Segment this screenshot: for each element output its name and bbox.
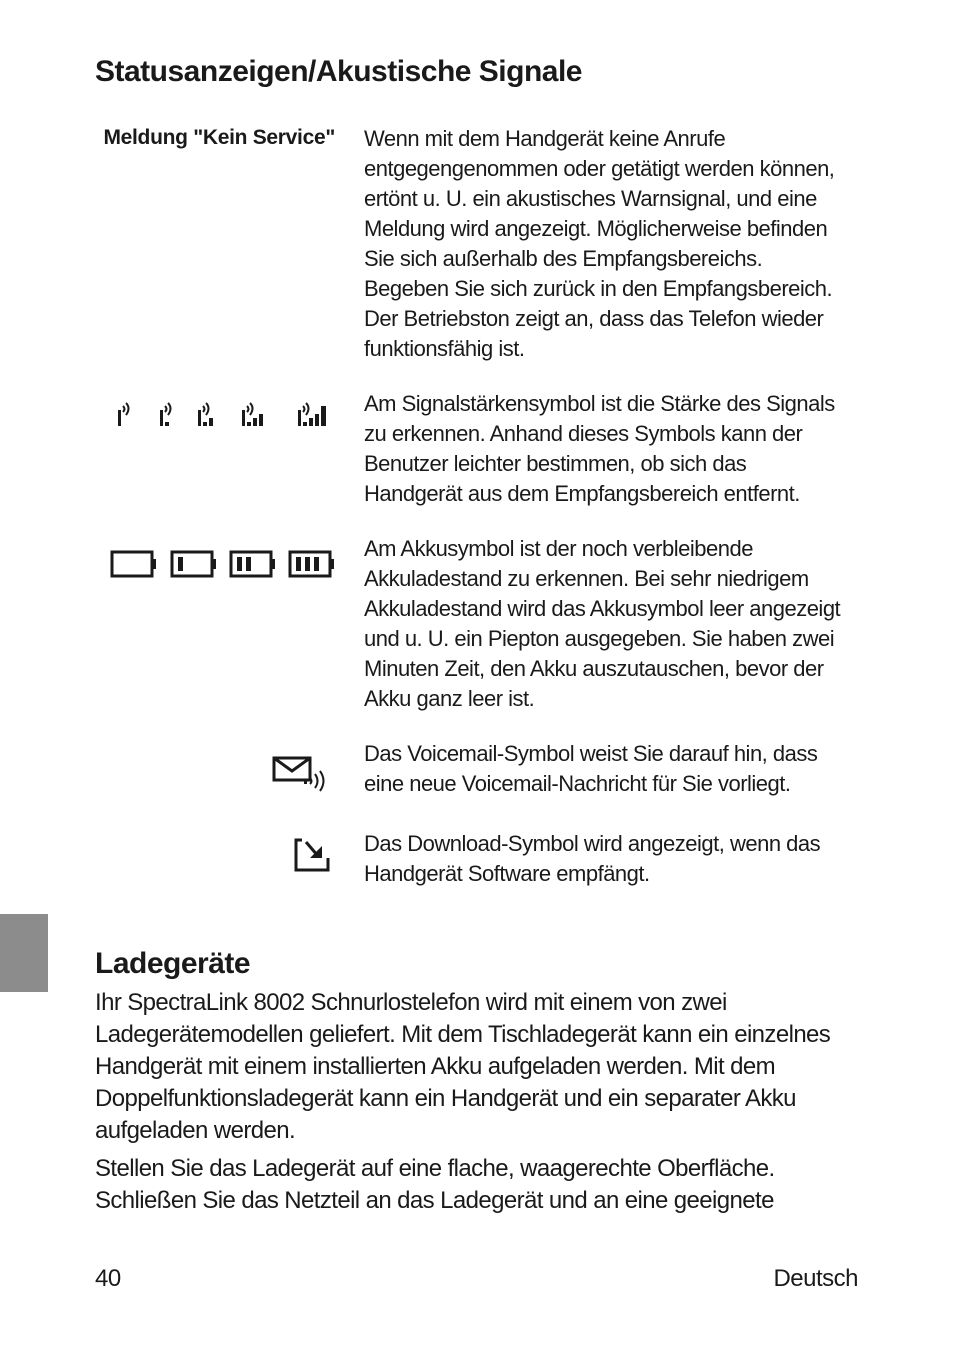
signal-strength-4-icon [298, 403, 326, 426]
download-description: Das Download-Symbol wird angezeigt, wenn das Handgerät Software empfängt. [364, 831, 821, 886]
signal-strength-3-icon [242, 403, 263, 426]
battery-description: Am Akkusymbol ist der noch verbleibende Akkuladestand zu erkennen. Bei sehr niedrigem Akkuladestand wird das Akkusymbol leer angezeigt und u. U. ein Piepton ausgegeben. Sie haben zwei Minuten Zeit, den Akku auszutauschen, bevor der Akku ganz leer ist. [364, 536, 841, 711]
section-tab-marker [0, 914, 48, 992]
signal-strength-1-icon [160, 403, 171, 426]
voicemail-description: Das Voicemail-Symbol weist Sie darauf hin, dass eine neue Voicemail-Nachricht für Sie vorliegt. [364, 741, 818, 796]
footer-language: Deutsch [773, 1265, 858, 1292]
no-service-label: Meldung "Kein Service" [103, 126, 335, 149]
signal-strength-description: Am Signalstärkensymbol ist die Stärke des Signals zu erkennen. Anhand dieses Symbols kann der Benutzer leichter bestimmen, ob sich das Handgerät aus dem Empfangsbereich entfernt. [364, 391, 835, 506]
battery-empty-icon [112, 552, 156, 576]
paragraph-chargers-intro: Ihr SpectraLink 8002 Schnurlostelefon wird mit einem von zwei Ladegerätemodellen geliefert. Mit dem Tischladegerät kann ein einzelnes Handgerät mit einem installierten Akku aufgeladen werden. Mit dem Doppelfunktionsladegerät kann ein Handgerät und ein separater Akku aufgeladen werden. [95, 989, 831, 1144]
voicemail-icon [270, 752, 328, 792]
battery-full-icon [290, 552, 334, 576]
download-icon [292, 836, 332, 874]
section-heading-ladegeraete: Ladegeräte [95, 947, 251, 980]
page-number: 40 [95, 1265, 121, 1292]
page-title: Statusanzeigen/Akustische Signale [95, 55, 582, 88]
signal-strength-2-icon [198, 403, 213, 426]
battery-icons [110, 548, 340, 582]
signal-strength-0-icon [118, 403, 129, 426]
signal-strength-icons [112, 398, 342, 432]
no-service-description: Wenn mit dem Handgerät keine Anrufe entgegengenommen oder getätigt werden können, ertönt u. U. ein akustisches Warnsignal, und eine Meldung wird angezeigt. Möglicherweise befinden Sie sich außerhalb des Empfangsbereichs. Begeben Sie sich zurück in den Empfangsbereich. Der Betriebston zeigt an, dass das Telefon wieder funktionsfähig ist. [364, 126, 835, 361]
paragraph-chargers-setup: Stellen Sie das Ladegerät auf eine flache, waagerechte Oberfläche. Schließen Sie das Netzteil an das Ladegerät und an eine geeignete [95, 1155, 775, 1214]
battery-low-icon [172, 552, 216, 576]
battery-medium-icon [231, 552, 275, 576]
